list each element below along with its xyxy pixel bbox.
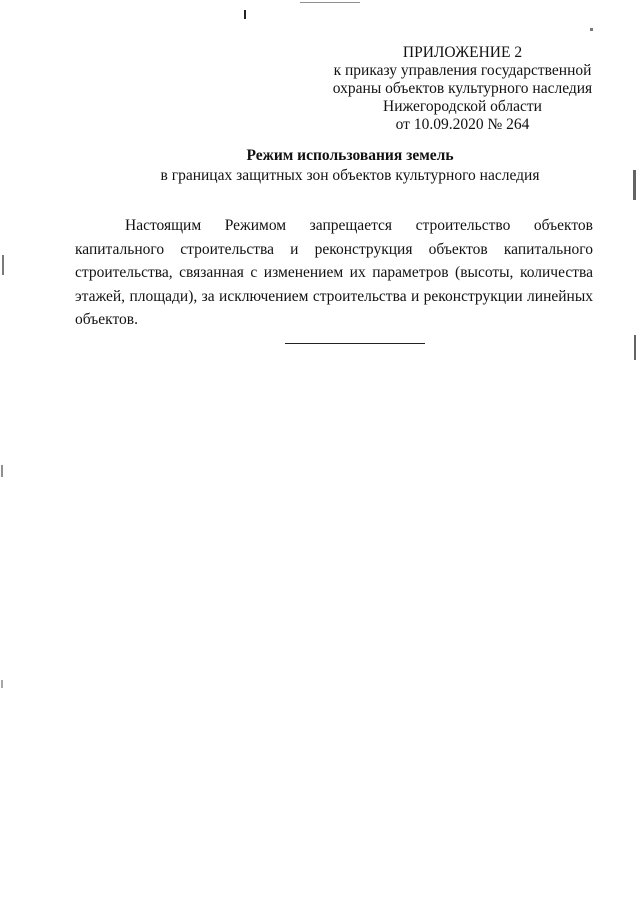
appendix-region: Нижегородской области <box>383 98 542 115</box>
scan-edge <box>634 335 636 360</box>
document-title: Режим использования земель <box>246 147 454 164</box>
appendix-date-number: от 10.09.2020 № 264 <box>395 116 530 133</box>
closing-divider <box>285 343 425 344</box>
scan-edge <box>2 255 4 275</box>
body-paragraph: Настоящим Режимом запрещается строительство объектов капитального строительства и реконструкция объектов капитального строительства, связанная с изменением их параметров (высоты, количества этажей, площади), за исключением строительства и реконструкции линейных объектов. <box>75 217 593 328</box>
document-subtitle: в границах защитных зон объектов культурного наследия <box>160 167 540 184</box>
scan-edge <box>633 170 636 200</box>
document-title-block <box>60 146 620 186</box>
scan-edge <box>1 465 3 477</box>
scan-edge <box>1 680 3 688</box>
scan-speck <box>244 10 246 19</box>
scan-speck <box>590 28 593 31</box>
scan-speck <box>300 2 360 3</box>
appendix-header <box>330 44 595 134</box>
appendix-order-line: охраны объектов культурного наследия <box>332 80 593 97</box>
appendix-order-line: к приказу управления государственной <box>333 62 592 79</box>
appendix-number: ПРИЛОЖЕНИЕ 2 <box>402 44 523 61</box>
